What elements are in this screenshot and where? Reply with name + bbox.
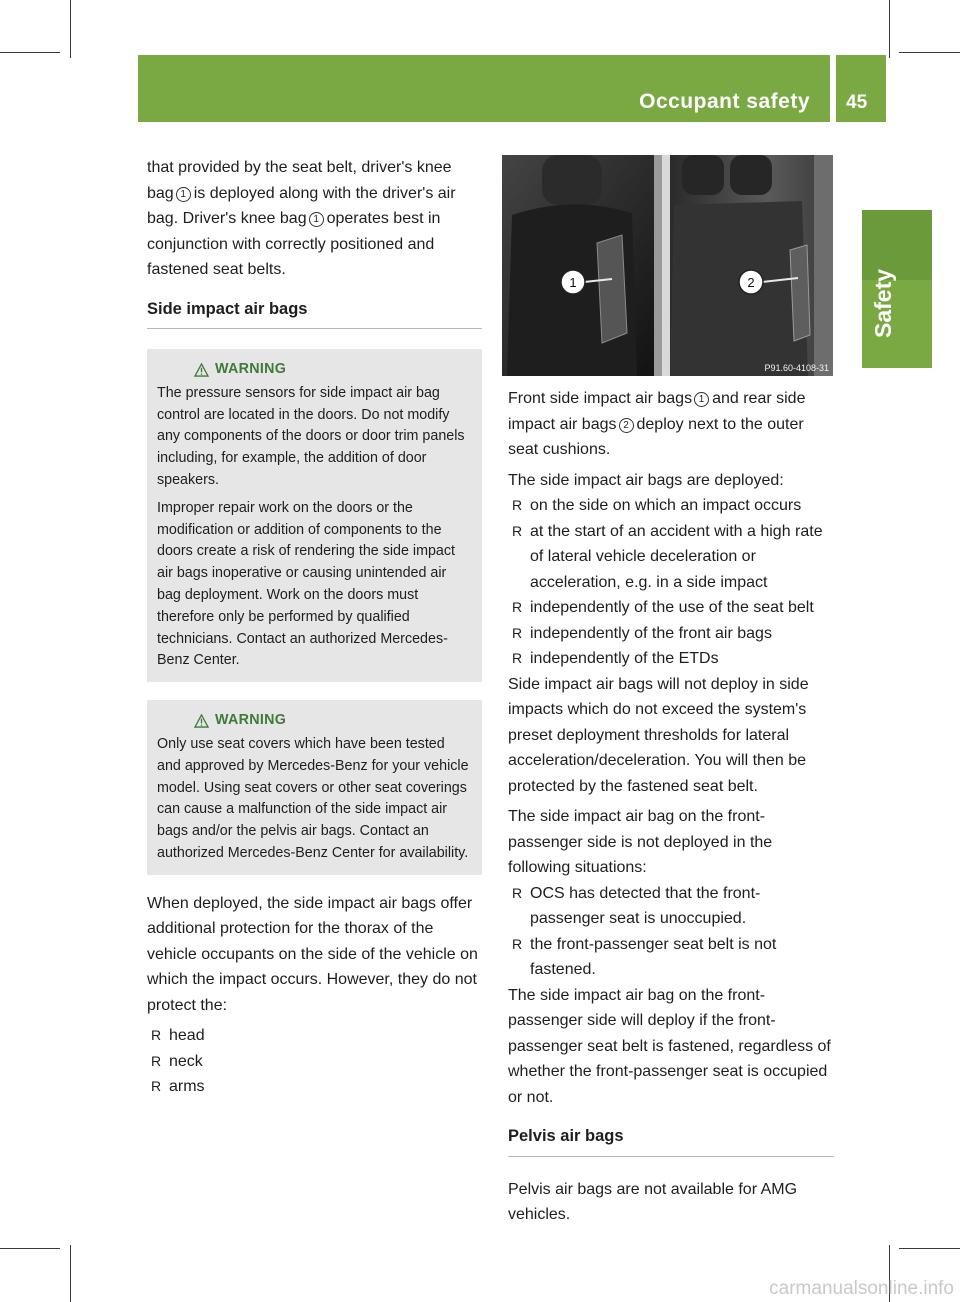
warning-box xyxy=(147,349,482,682)
section-heading: Side impact air bags xyxy=(147,297,482,330)
warning-box xyxy=(147,700,482,875)
callout-1-icon: 1 xyxy=(309,212,324,227)
body-paragraph: Pelvis air bags are not available for AMG vehicles. xyxy=(508,1180,798,1223)
list-item: R at the start of an accident with a high rate of lateral vehicle deceleration or acceleration, e.g. in a side impact xyxy=(512,519,834,596)
crop-mark xyxy=(889,0,890,58)
warning-paragraph: Only use seat covers which have been tested and approved by Mercedes-Benz for your vehicle model. Using seat covers or other seat coverings can cause a malfunction of the side impact air bags and/or the pelvis air bags. Contact an authorized Mercedes-Benz Center for availability. xyxy=(157,735,469,861)
section-heading: Pelvis air bags xyxy=(508,1124,834,1157)
warning-header xyxy=(157,359,472,381)
warning-paragraph: The pressure sensors for side impact air bag control are located in the doors. Do not modify any components of the doors or door trim panels including, for example, the addition of door speakers. xyxy=(157,384,465,488)
list-item: R the front-passenger seat belt is not fastened. xyxy=(512,932,834,983)
crop-mark xyxy=(70,1245,71,1302)
warning-triangle-icon xyxy=(194,363,209,377)
callout-2-label: 2 xyxy=(747,275,755,290)
side-airbag-photo xyxy=(502,155,833,376)
warning-title: WARNING xyxy=(215,361,287,377)
left-column xyxy=(147,155,482,1100)
body-paragraph: The side impact air bag on the front-passenger side is not deployed in the following situations: xyxy=(508,808,773,876)
callout-1-label: 1 xyxy=(569,275,577,290)
figure-code: P91.60-4108-31 xyxy=(764,363,829,373)
crop-mark xyxy=(0,52,60,53)
list-item: R on the side on which an impact occurs xyxy=(512,493,834,519)
body-paragraph: Side impact air bags will not deploy in side impacts which do not exceed the system's preset deployment thresholds for lateral acceleration/deceleration. You will then be protected by the fastened seat belt. xyxy=(508,675,809,795)
list-item: R independently of the front air bags xyxy=(512,621,834,647)
callout-1-icon: 1 xyxy=(694,392,709,407)
watermark: carmanualsonline.info xyxy=(769,1278,954,1299)
figure-caption: Front side impact air bags 1 and rear side impact air bags 2 deploy next to the outer seat cushions. xyxy=(508,390,806,458)
crop-mark xyxy=(70,0,71,58)
header-bar xyxy=(138,55,830,122)
seat-illustration xyxy=(502,155,833,376)
page-number: 45 xyxy=(846,92,868,113)
callout-2-icon: 2 xyxy=(619,418,634,433)
callout-1-icon: 1 xyxy=(176,187,191,202)
section-title: Occupant safety xyxy=(639,90,810,113)
crop-mark xyxy=(899,52,960,53)
page-number-box xyxy=(836,55,886,122)
body-paragraph: The side impact air bags are deployed: xyxy=(508,471,784,489)
list-item: R independently of the use of the seat belt xyxy=(512,595,834,621)
warning-triangle-icon xyxy=(194,714,209,728)
list-item: R independently of the ETDs xyxy=(512,646,834,672)
body-paragraph: The side impact air bag on the front-passenger side will deploy if the front-passenger seat belt is fastened, regardless of whether the front-passenger seat is occupied or not. xyxy=(508,986,831,1106)
list-item: R head xyxy=(151,1023,482,1049)
crop-mark xyxy=(899,1248,960,1249)
right-column xyxy=(508,386,834,1233)
warning-paragraph: Improper repair work on the doors or the modification or addition of components to the doors create a risk of rendering the side impact air bags inoperative or causing unintended air bag deployment. Work on the doors must therefore only be performed by qualified technicians. Contact an authorized Mercedes-Benz Center. xyxy=(157,499,456,669)
list-item: R arms xyxy=(151,1074,482,1100)
warning-header xyxy=(157,710,472,732)
chapter-tab-label: Safety xyxy=(870,268,896,338)
intro-paragraph: that provided by the seat belt, driver's knee bag 1 is deployed along with the driver's air bag. Driver's knee bag 1 operates best in conjunction with correctly positioned and fastened seat belts. xyxy=(147,159,456,278)
list-item: R neck xyxy=(151,1049,482,1075)
warning-title: WARNING xyxy=(215,712,287,729)
list-item: R OCS has detected that the front-passenger seat is unoccupied. xyxy=(512,881,834,932)
crop-mark xyxy=(0,1248,60,1249)
body-paragraph: When deployed, the side impact air bags offer additional protection for the thorax of the vehicle occupants on the side of the vehicle on which the impact occurs. However, they do not protect the: xyxy=(147,894,478,1014)
